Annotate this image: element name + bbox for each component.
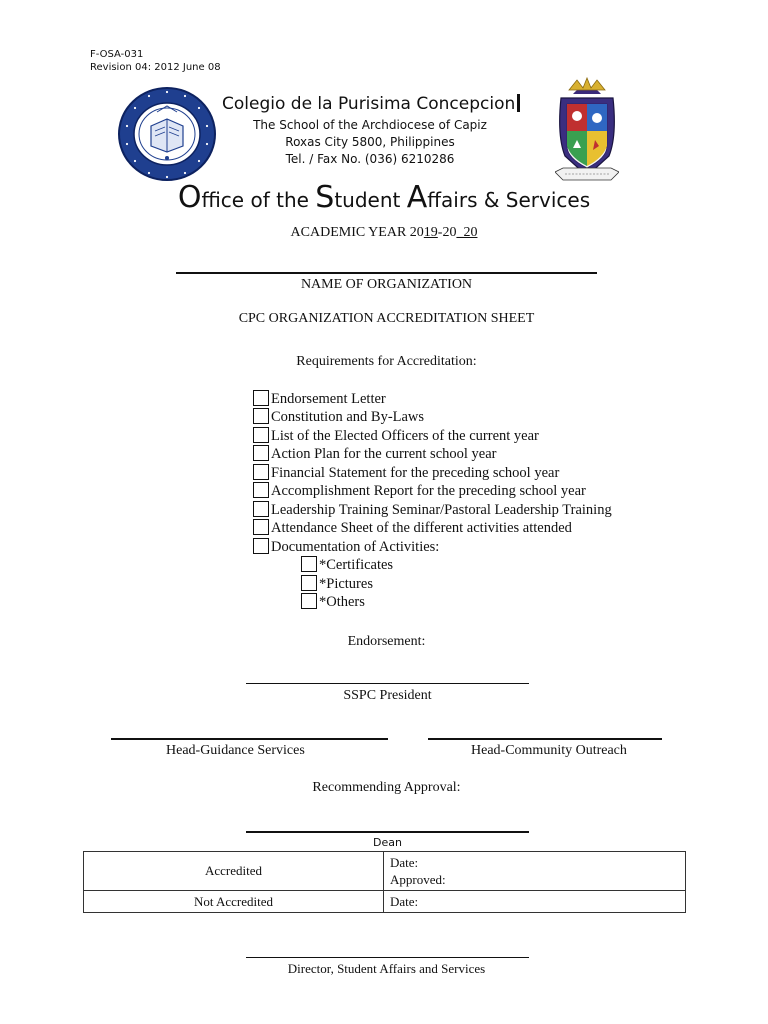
signature-line-director bbox=[246, 957, 529, 958]
office-text-3: ffairs & Services bbox=[427, 188, 591, 212]
not-accredited-cell: Not Accredited bbox=[84, 891, 384, 913]
school-tagline: The School of the Archdiocese of Capiz bbox=[253, 118, 487, 132]
requirement-checkbox[interactable] bbox=[253, 408, 269, 424]
text-cursor bbox=[517, 94, 520, 112]
requirement-label: Accomplishment Report for the preceding school year bbox=[271, 483, 586, 499]
academic-year-mid: -20 bbox=[437, 225, 457, 240]
subrequirement-checkbox[interactable] bbox=[301, 593, 317, 609]
requirement-checkbox[interactable] bbox=[253, 501, 269, 517]
requirement-attendance-sheet[interactable] bbox=[253, 519, 572, 537]
head-community-label: Head-Community Outreach bbox=[471, 743, 627, 758]
form-code: F-OSA-031 bbox=[90, 49, 144, 60]
office-initial-s: S bbox=[315, 180, 335, 215]
signature-line-sspc bbox=[246, 683, 529, 684]
subrequirement-others[interactable] bbox=[301, 593, 365, 611]
not-accredited-date-cell[interactable] bbox=[384, 891, 686, 913]
requirement-checkbox[interactable] bbox=[253, 538, 269, 554]
office-title bbox=[0, 180, 768, 215]
subrequirement-checkbox[interactable] bbox=[301, 575, 317, 591]
requirement-leadership-training[interactable] bbox=[253, 501, 612, 519]
director-label: Director, Student Affairs and Services bbox=[287, 961, 486, 976]
signature-line-dean bbox=[246, 831, 529, 833]
revision-note: Revision 04: 2012 June 08 bbox=[90, 62, 221, 73]
requirement-label: Leadership Training Seminar/Pastoral Leadership Training bbox=[271, 502, 612, 518]
accreditation-table bbox=[83, 851, 686, 913]
date-label: Date: bbox=[390, 855, 419, 870]
school-seal-logo bbox=[117, 86, 217, 182]
subrequirement-label: *Others bbox=[319, 594, 365, 610]
academic-year-end: _20 bbox=[456, 225, 478, 240]
school-name: Colegio de la Purisima Concepcion bbox=[222, 94, 516, 114]
signature-line-community bbox=[428, 738, 662, 740]
dean-label: Dean bbox=[373, 836, 402, 849]
requirement-accomplishment-report[interactable] bbox=[253, 482, 586, 500]
subrequirement-label: *Pictures bbox=[319, 576, 373, 592]
sspc-president-label: SSPC President bbox=[343, 688, 432, 703]
requirement-action-plan[interactable] bbox=[253, 445, 496, 463]
subrequirement-label: *Certificates bbox=[319, 557, 394, 573]
requirement-label: Action Plan for the current school year bbox=[271, 446, 497, 462]
accredited-cell: Accredited bbox=[84, 852, 384, 891]
office-initial-o: O bbox=[177, 180, 202, 215]
requirement-checkbox[interactable] bbox=[253, 519, 269, 535]
organization-name-line bbox=[176, 272, 597, 274]
requirement-checkbox[interactable] bbox=[253, 482, 269, 498]
signature-line-guidance bbox=[111, 738, 388, 740]
academic-year bbox=[0, 225, 768, 241]
requirement-checkbox[interactable] bbox=[253, 427, 269, 443]
academic-year-prefix: ACADEMIC YEAR 20 bbox=[290, 225, 424, 240]
organization-name-label: NAME OF ORGANIZATION bbox=[300, 277, 473, 292]
approved-label: Approved: bbox=[390, 872, 446, 887]
table-row bbox=[84, 852, 686, 891]
office-text-1: ffice of the bbox=[201, 188, 316, 212]
recommending-heading: Recommending Approval: bbox=[312, 780, 461, 795]
academic-year-start: 19 bbox=[423, 225, 438, 240]
requirement-officers-list[interactable] bbox=[253, 427, 539, 445]
subrequirement-checkbox[interactable] bbox=[301, 556, 317, 572]
school-name-line bbox=[222, 94, 520, 114]
requirement-label: Endorsement Letter bbox=[271, 391, 386, 407]
head-guidance-label: Head-Guidance Services bbox=[166, 743, 305, 758]
office-initial-a: A bbox=[406, 180, 428, 215]
requirement-checkbox[interactable] bbox=[253, 445, 269, 461]
crest-logo bbox=[555, 76, 619, 188]
requirement-label: Constitution and By-Laws bbox=[271, 409, 425, 425]
requirements-heading: Requirements for Accreditation: bbox=[296, 354, 477, 369]
date-label: Date: bbox=[390, 894, 419, 909]
subrequirement-pictures[interactable] bbox=[301, 575, 373, 593]
requirement-label: Attendance Sheet of the different activities attended bbox=[271, 520, 572, 536]
school-address: Roxas City 5800, Philippines bbox=[285, 135, 455, 149]
requirement-checkbox[interactable] bbox=[253, 390, 269, 406]
requirement-checkbox[interactable] bbox=[253, 464, 269, 480]
sheet-title: CPC ORGANIZATION ACCREDITATION SHEET bbox=[238, 311, 535, 326]
requirement-endorsement-letter[interactable] bbox=[253, 390, 386, 408]
requirement-label: List of the Elected Officers of the current year bbox=[271, 428, 539, 444]
requirement-financial-statement[interactable] bbox=[253, 464, 559, 482]
table-row bbox=[84, 891, 686, 913]
requirement-label: Financial Statement for the preceding school year bbox=[271, 465, 560, 481]
endorsement-heading: Endorsement: bbox=[347, 634, 426, 649]
requirement-label: Documentation of Activities: bbox=[271, 539, 440, 555]
requirement-constitution[interactable] bbox=[253, 408, 424, 426]
accredited-date-cell[interactable] bbox=[384, 852, 686, 891]
subrequirement-certificates[interactable] bbox=[301, 556, 393, 574]
requirement-documentation[interactable] bbox=[253, 538, 439, 556]
form-code-block bbox=[90, 48, 221, 74]
office-text-2: tudent bbox=[334, 188, 407, 212]
school-phone: Tel. / Fax No. (036) 6210286 bbox=[285, 152, 455, 166]
